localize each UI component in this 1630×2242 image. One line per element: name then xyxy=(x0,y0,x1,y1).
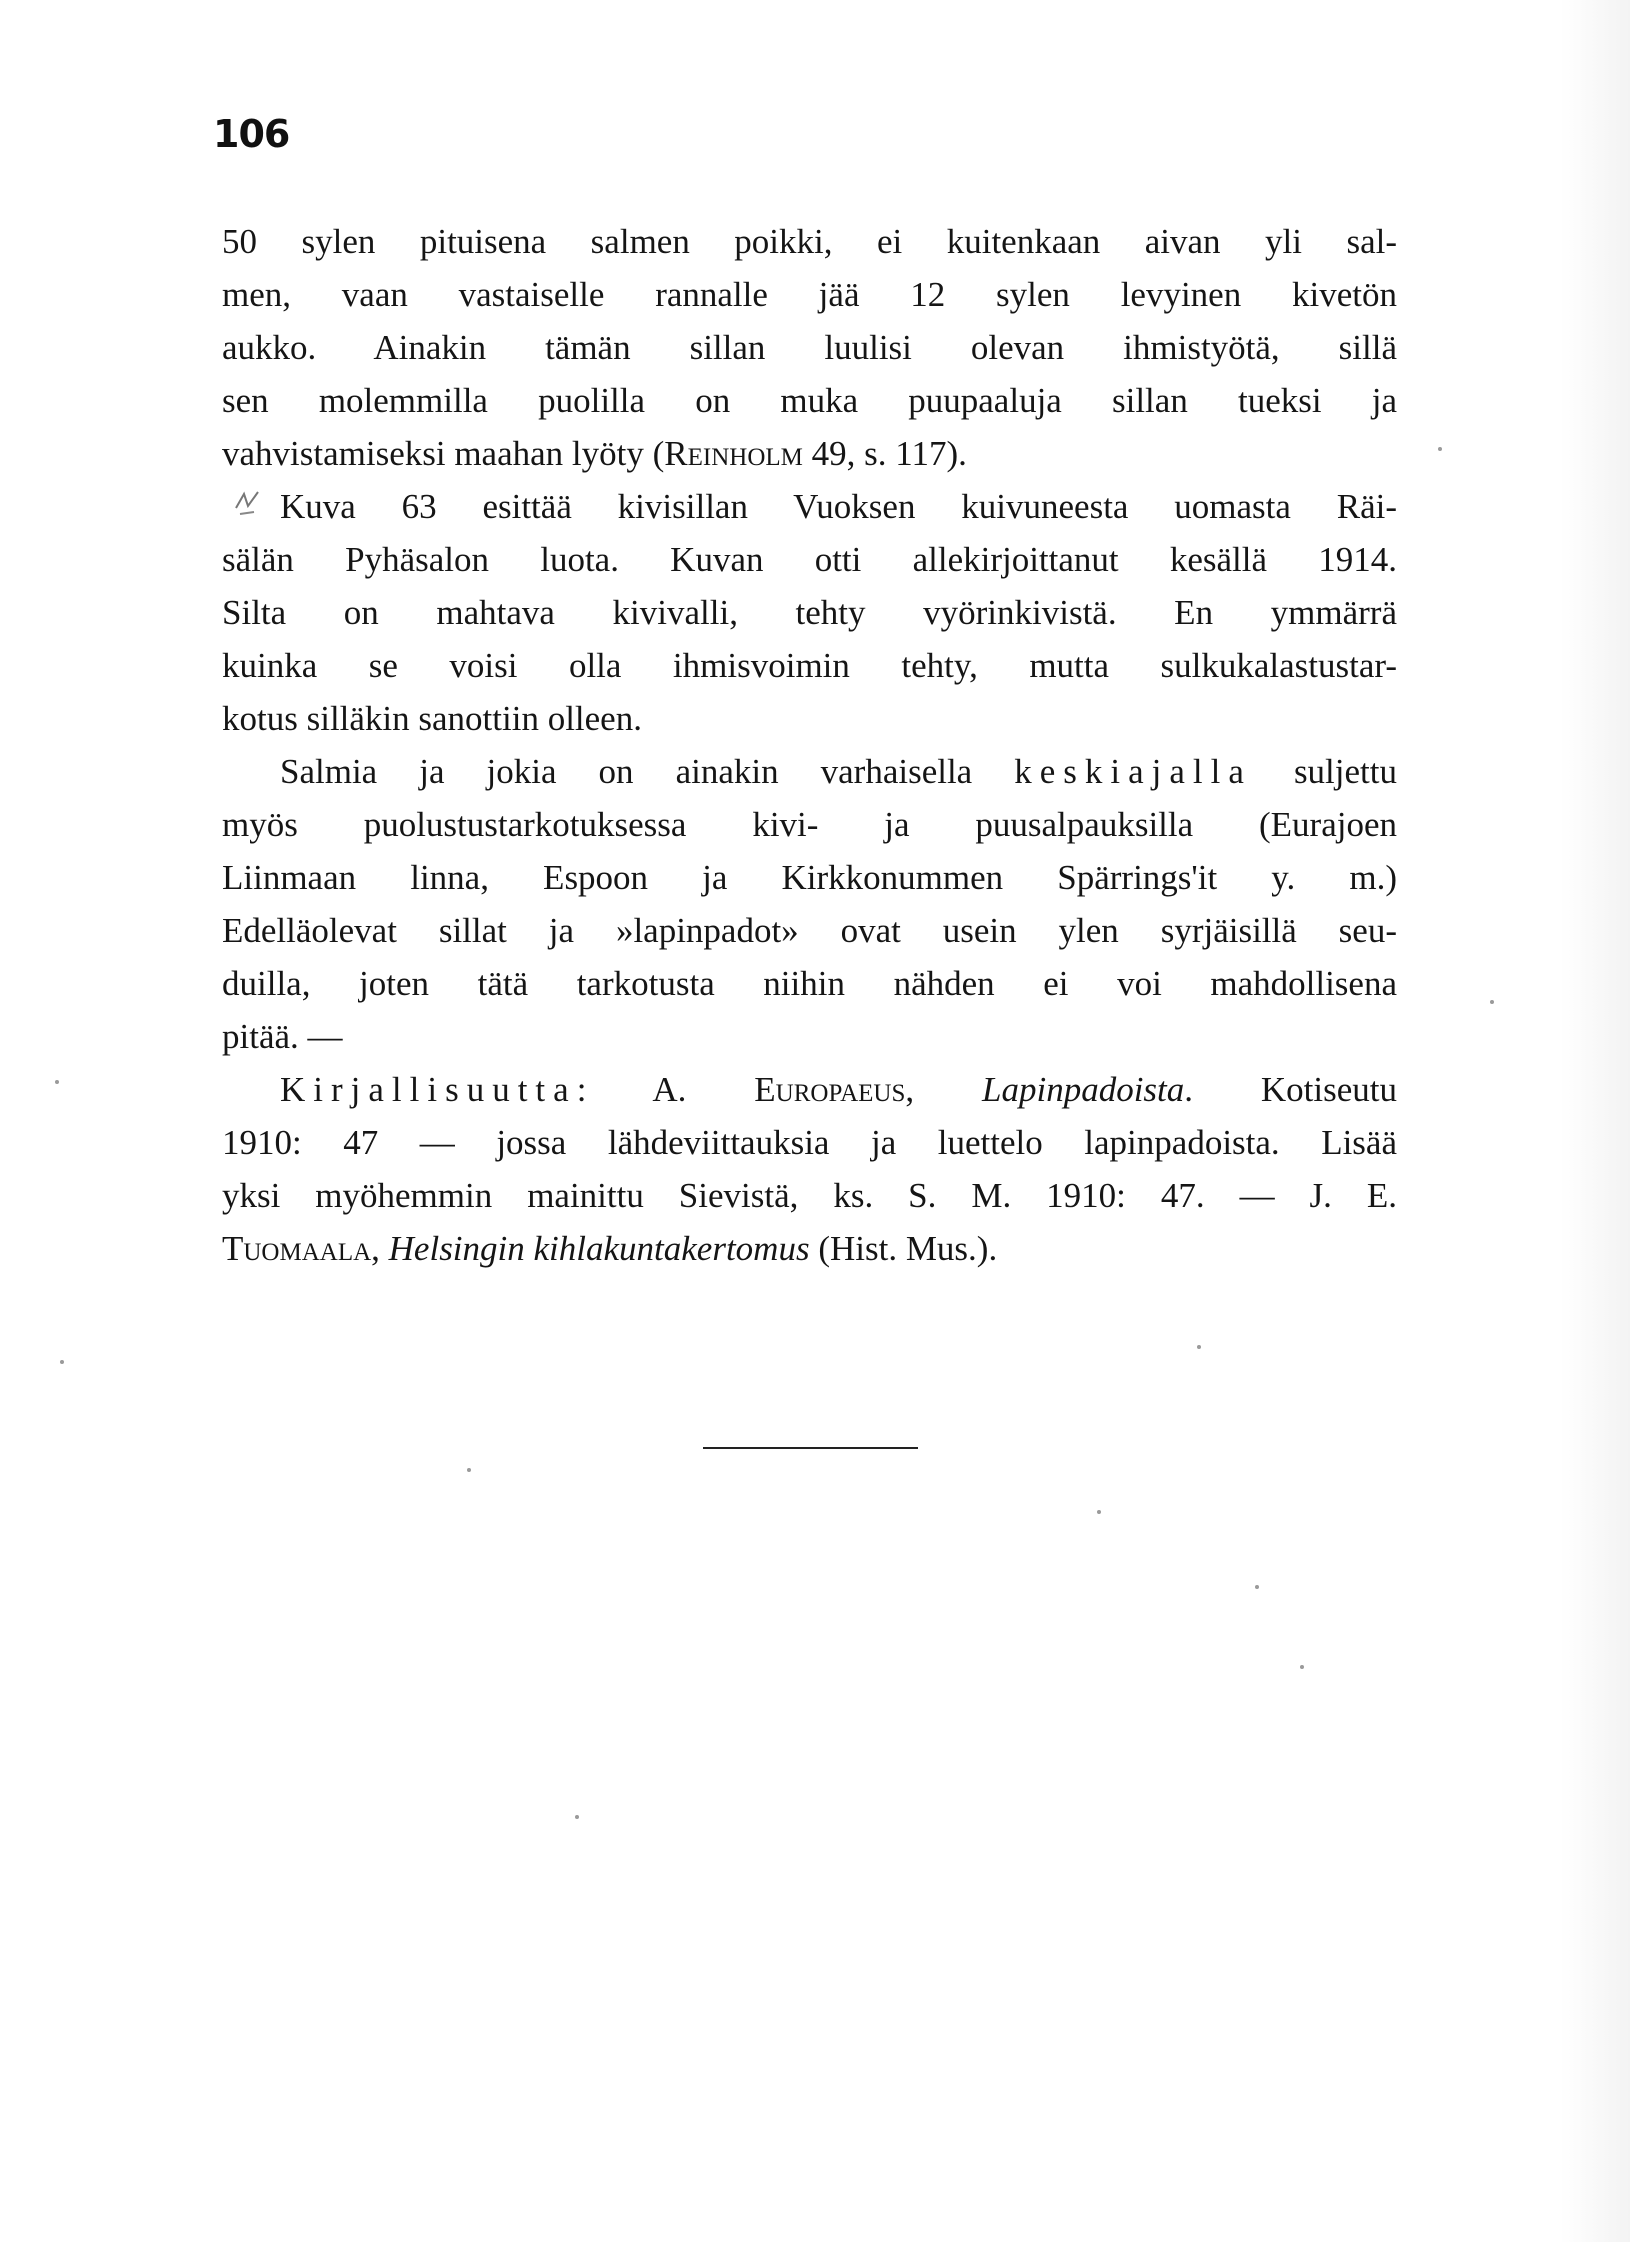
scan-speck xyxy=(1255,1585,1259,1589)
work-title-lapinpadoista: Lapinpadoista xyxy=(982,1070,1185,1109)
body-text xyxy=(222,215,1397,1275)
text-line: aukko. Ainakin tämän sillan luulisi olevan ihmistyötä, sillä xyxy=(222,328,1397,367)
text-line: vahvistamiseksi maahan lyöty (Reinholm 49, s. 117). xyxy=(222,434,967,473)
references-heading: Kirjallisuutta xyxy=(280,1070,577,1109)
text-line: duilla, joten tätä tarkotusta niihin nähden ei voi mahdollisena xyxy=(222,964,1397,1003)
text-line: 50 sylen pituisena salmen poikki, ei kuitenkaan aivan yli sal- xyxy=(222,222,1397,261)
scan-speck xyxy=(1300,1665,1304,1669)
text-line: yksi myöhemmin mainittu Sievistä, ks. S. M. 1910: 47. — J. E. xyxy=(222,1176,1397,1215)
page-number: 106 xyxy=(213,112,290,156)
text-line: Tuomaala, Helsingin kihlakuntakertomus (Hist. Mus.). xyxy=(222,1229,998,1268)
text-line: 1910: 47 — jossa lähdeviittauksia ja luettelo lapinpadoista. Lisää xyxy=(222,1123,1397,1162)
section-end-rule xyxy=(703,1447,918,1449)
scan-speck xyxy=(1438,447,1442,451)
scan-speck xyxy=(467,1468,471,1472)
text-line: Silta on mahtava kivivalli, tehty vyörinkivistä. En ymmärrä xyxy=(222,593,1397,632)
page-edge-shadow xyxy=(1560,0,1630,2242)
scan-speck xyxy=(575,1815,579,1819)
scan-speck xyxy=(1197,1345,1201,1349)
scan-speck xyxy=(1097,1510,1101,1514)
author-name-tuomaala: Tuomaala xyxy=(222,1229,372,1268)
marginal-pencil-mark xyxy=(232,488,262,518)
references-line: Kirjallisuutta: A. Europaeus, Lapinpadoista. Kotiseutu xyxy=(280,1070,1398,1109)
text-line: pitää. — xyxy=(222,1017,343,1056)
text-line: Edelläolevat sillat ja »lapinpadot» ovat usein ylen syrjäisillä seu- xyxy=(222,911,1397,950)
text-line: kuinka se voisi olla ihmisvoimin tehty, mutta sulkukalastustar- xyxy=(222,646,1397,685)
scan-speck xyxy=(55,1080,59,1084)
text-line: Salmia ja jokia on ainakin varhaisella keskiajalla suljettu xyxy=(280,752,1397,791)
scan-speck xyxy=(1490,1000,1494,1004)
text-line: men, vaan vastaiselle rannalle jää 12 sylen levyinen kivetön xyxy=(222,275,1397,314)
work-title-kihlakuntakertomus: Helsingin kihlakuntakertomus xyxy=(388,1229,810,1268)
author-name-reinholm: Reinholm xyxy=(664,434,803,473)
scan-speck xyxy=(60,1360,64,1364)
text-line: sen molemmilla puolilla on muka puupaaluja sillan tueksi ja xyxy=(222,381,1397,420)
text-line: sälän Pyhäsalon luota. Kuvan otti allekirjoittanut kesällä 1914. xyxy=(222,540,1397,579)
text-line: Liinmaan linna, Espoon ja Kirkkonummen Spärrings'it y. m.) xyxy=(222,858,1397,897)
author-name-europaeus: Europaeus xyxy=(754,1070,906,1109)
text-line: kotus silläkin sanottiin olleen. xyxy=(222,699,642,738)
spaced-emphasis-keskiajalla: keskiajalla xyxy=(1014,752,1252,791)
text-line: myös puolustustarkotuksessa kivi- ja puusalpauksilla (Eurajoen xyxy=(222,805,1397,844)
text-line: Kuva 63 esittää kivisillan Vuoksen kuivuneesta uomasta Räi- xyxy=(280,487,1397,526)
